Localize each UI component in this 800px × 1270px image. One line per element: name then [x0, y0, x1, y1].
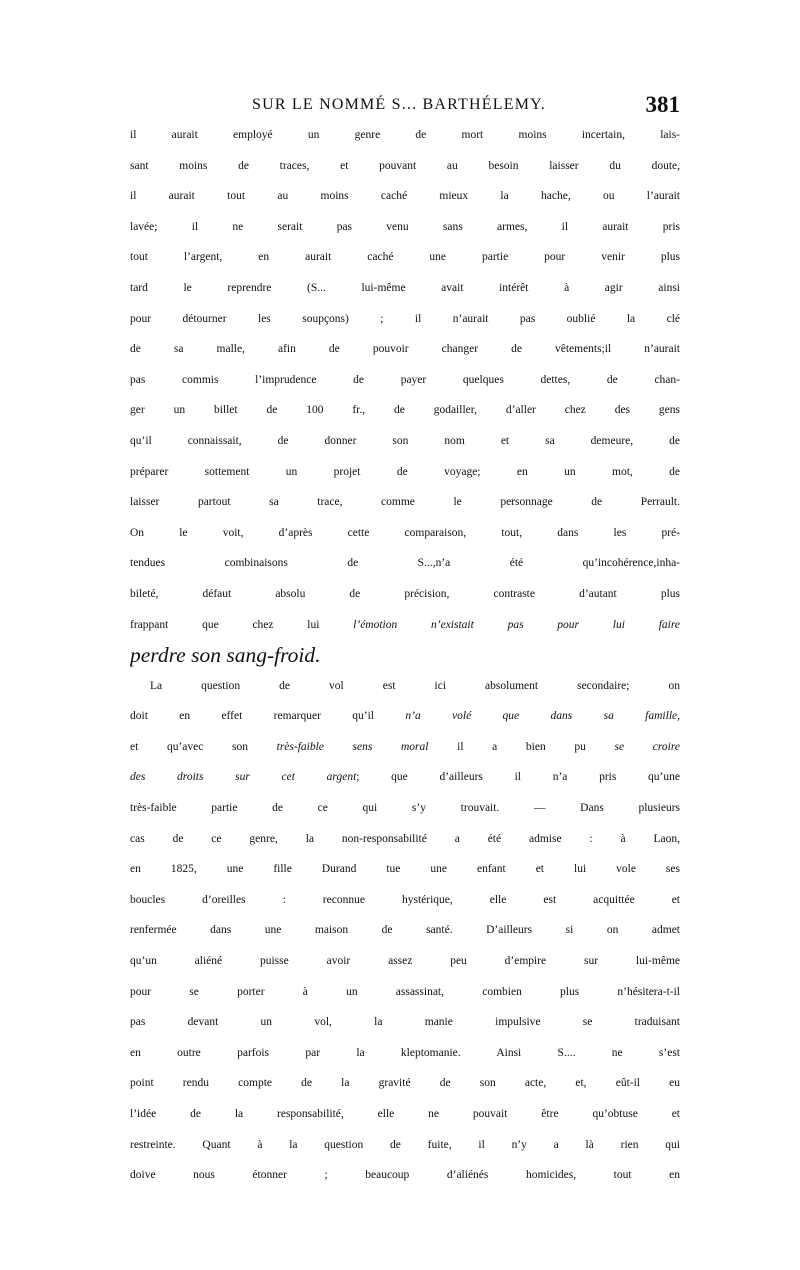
text-line — [130, 120, 680, 151]
running-head — [130, 92, 680, 122]
text-segment: frappant que chez lui — [130, 618, 354, 631]
italic-text: l’émotion n’existait pas pour lui faire — [353, 618, 680, 631]
text-line — [130, 395, 680, 426]
text-segment: pour détourner les soupçons) ; il n’aurait pas oublié la clé — [130, 312, 680, 325]
text-segment: sant moins de traces, et pouvant au besoin laisser du doute, — [130, 159, 680, 172]
italic-text: n’a volé que dans sa famille, — [405, 710, 680, 723]
text-segment: restreinte. Quant à la question de fuite, il n’y a là rien qui — [130, 1138, 680, 1151]
text-segment: tout l’argent, en aurait caché une partie pour venir plus — [130, 251, 680, 264]
text-segment: doit en effet remarquer qu’il — [130, 710, 406, 723]
text-segment: préparer sottement un projet de voyage; en un mot, de — [130, 465, 680, 478]
text-segment: pas devant un vol, la manie impulsive se traduisant — [130, 1016, 680, 1029]
text-line — [130, 1068, 680, 1099]
text-line — [130, 640, 680, 671]
text-line — [130, 457, 680, 488]
text-line — [130, 671, 680, 702]
text-line — [130, 977, 680, 1008]
text-line — [130, 610, 680, 641]
page-number: 381 — [645, 92, 680, 117]
text-segment: de sa malle, afin de pouvoir changer de vêtements;il n’aurait — [130, 343, 680, 356]
text-segment: cas de ce genre, la non-responsabilité a été admise : à Laon, — [130, 832, 680, 845]
running-title: SUR LE NOMMÉ S... BARTHÉLEMY. — [252, 96, 547, 113]
text-line — [130, 1007, 680, 1038]
text-segment: et qu’avec son — [130, 740, 277, 753]
text-line — [130, 1099, 680, 1130]
text-segment: boucles d’oreilles : reconnue hystérique, elle est acquittée et — [130, 893, 680, 906]
text-segment: ger un billet de 100 fr., de godailler, d’aller chez des gens — [130, 404, 680, 417]
text-line — [130, 273, 680, 304]
text-line — [130, 762, 680, 793]
text-line — [130, 212, 680, 243]
text-segment: en outre parfois par la kleptomanie. Ainsi S.... ne s’est — [130, 1046, 680, 1059]
text-line — [130, 885, 680, 916]
text-line — [130, 824, 680, 855]
text-segment: pas commis l’imprudence de payer quelques dettes, de chan- — [130, 373, 680, 386]
text-segment: point rendu compte de la gravité de son acte, et, eût-il eu — [130, 1077, 680, 1090]
text-segment: qu’il connaissait, de donner son nom et sa demeure, de — [130, 434, 680, 447]
text-segment: ; que d’ailleurs il n’a pris qu’une — [356, 771, 680, 784]
text-segment: il aurait tout au moins caché mieux la hache, ou l’aurait — [130, 190, 680, 203]
text-line — [130, 151, 680, 182]
text-segment: lavée; il ne serait pas venu sans armes, il aurait pris — [130, 220, 680, 233]
text-segment: très-faible partie de ce qui s’y trouvait. — Dans plusieurs — [130, 802, 680, 815]
text-line — [130, 304, 680, 335]
text-segment: renfermée dans une maison de santé. D’ailleurs si on admet — [130, 924, 680, 937]
text-segment: il a bien pu — [428, 740, 615, 753]
text-segment: doive nous étonner ; beaucoup d’aliénés homicides, tout en — [130, 1169, 680, 1182]
text-line — [130, 518, 680, 549]
text-line — [130, 181, 680, 212]
text-segment: tard le reprendre (S... lui-même avait intérêt à agir ainsi — [130, 281, 680, 294]
text-line — [130, 548, 680, 579]
text-line — [130, 1160, 680, 1191]
text-line — [130, 365, 680, 396]
text-line — [130, 1130, 680, 1161]
text-segment: tendues combinaisons de S...,n’a été qu’incohérence,inha- — [130, 557, 680, 570]
text-line — [130, 946, 680, 977]
text-segment: La question de vol est ici absolument secondaire; on — [150, 679, 680, 692]
text-line — [130, 579, 680, 610]
italic-text: se croire — [614, 740, 680, 753]
text-segment: il aurait employé un genre de mort moins incertain, lais- — [130, 129, 680, 141]
text-segment: laisser partout sa trace, comme le personnage de Perrault. — [130, 496, 680, 509]
text-segment: l’idée de la responsabilité, elle ne pouvait être qu’obtuse et — [130, 1108, 680, 1120]
text-line — [130, 701, 680, 732]
text-line — [130, 793, 680, 824]
text-line — [130, 732, 680, 763]
italic-text: des droits sur cet argent — [130, 771, 357, 784]
text-segment: On le voit, d’après cette comparaison, tout, dans les pré- — [130, 526, 680, 539]
text-line — [130, 1038, 680, 1069]
text-line — [130, 487, 680, 518]
text-line — [130, 854, 680, 885]
italic-text: perdre son sang-froid. — [130, 643, 321, 668]
text-line — [130, 242, 680, 273]
text-segment: bileté, défaut absolu de précision, contraste d’autant plus — [130, 587, 680, 600]
text-segment: en 1825, une fille Durand tue une enfant et lui vole ses — [130, 863, 680, 876]
italic-text: très-faible sens moral — [276, 740, 429, 753]
text-line — [130, 334, 680, 365]
text-segment: pour se porter à un assassinat, combien plus n’hésitera-t-il — [130, 985, 680, 998]
text-segment: qu’un aliéné puisse avoir assez peu d’empire sur lui-même — [130, 955, 680, 968]
text-line — [130, 915, 680, 946]
body-text — [130, 120, 680, 1191]
text-line — [130, 426, 680, 457]
